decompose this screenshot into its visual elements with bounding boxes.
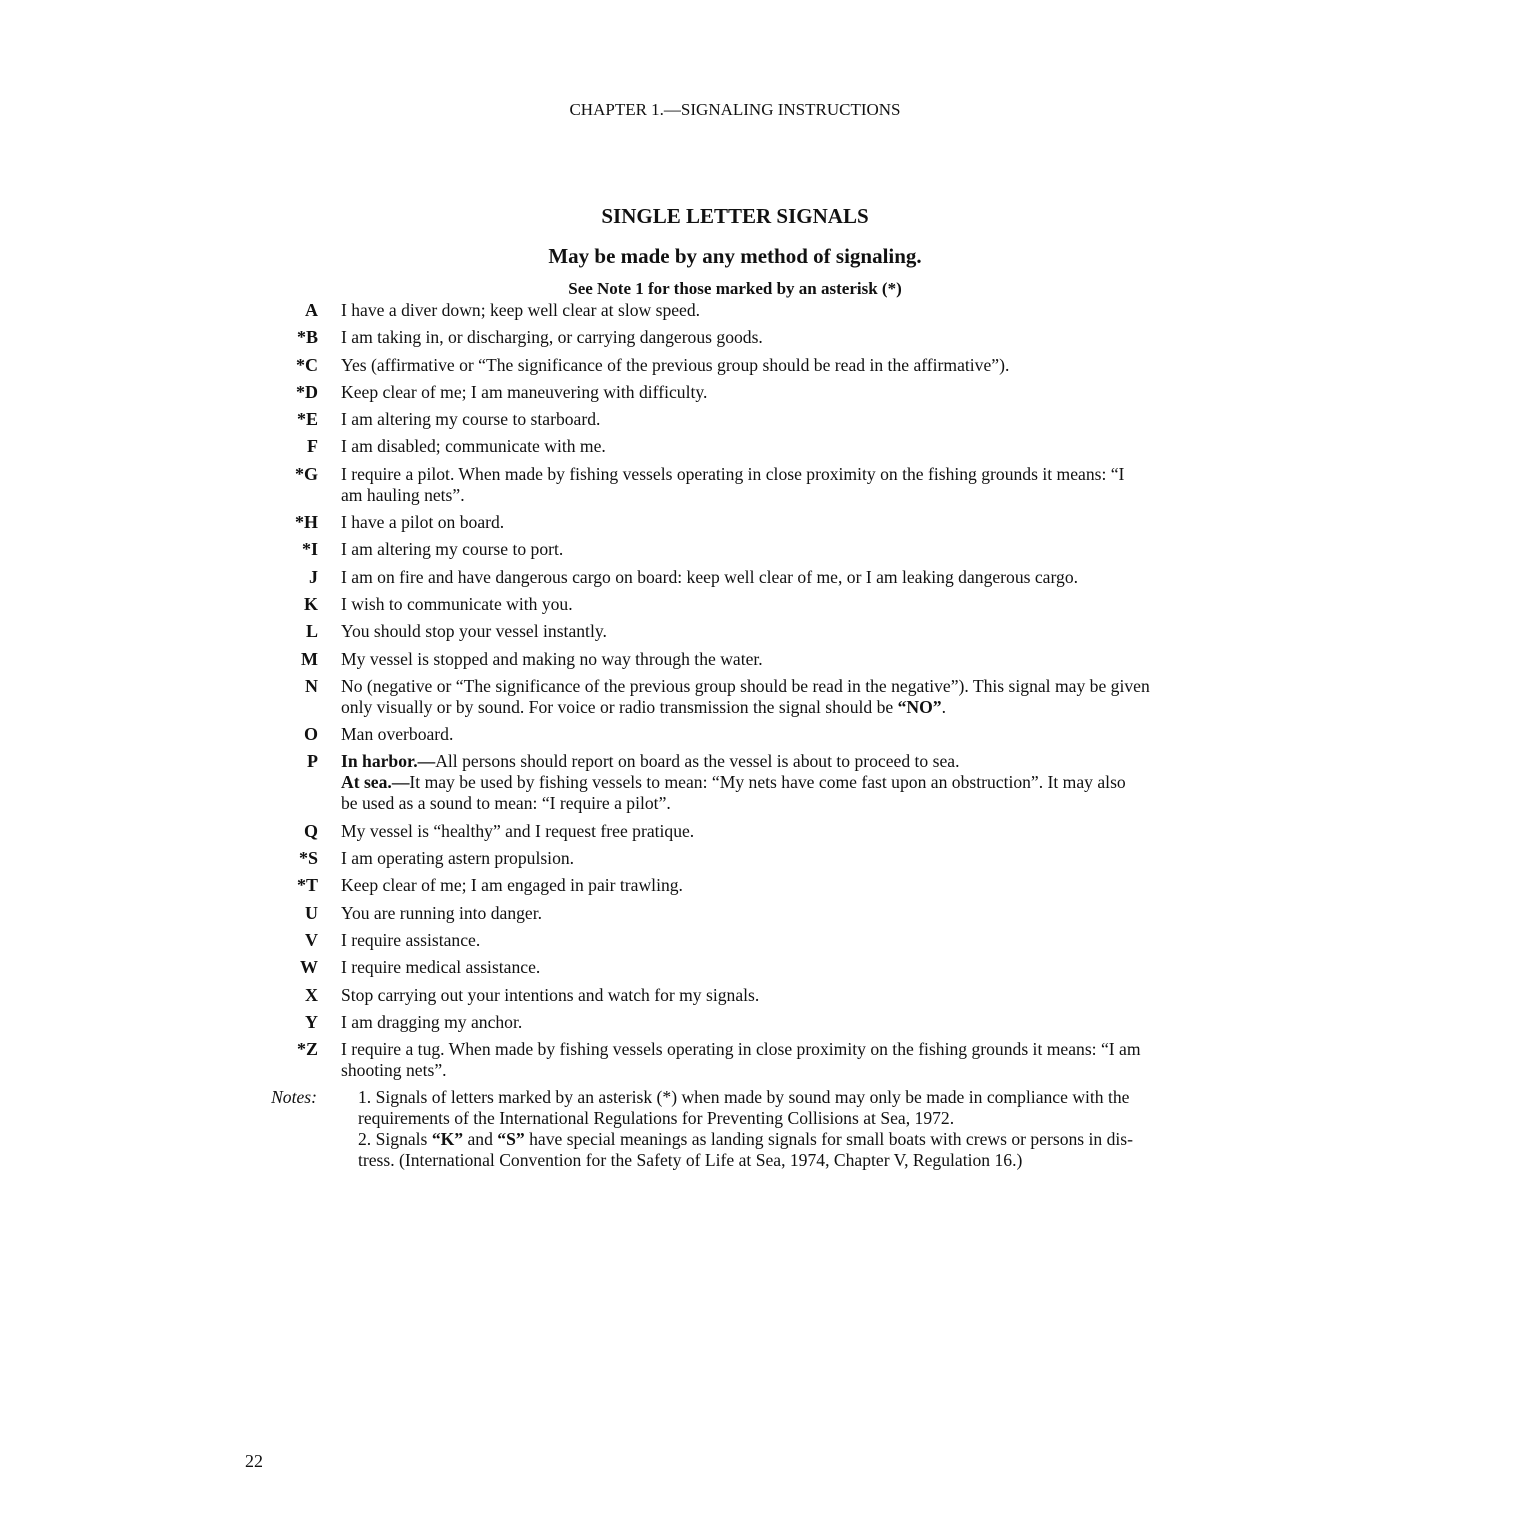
text-line	[341, 1060, 1540, 1081]
signal-meaning	[341, 355, 1540, 376]
text-segment: I wish to communicate with you.	[341, 593, 573, 614]
signal-letter: N	[305, 675, 318, 696]
text-line	[341, 772, 1540, 793]
text-segment: Man overboard.	[341, 724, 454, 745]
text-segment: It may be used by fishing vessels to mean: “My nets have come fast upon an obstruction”. It may also	[409, 772, 1126, 793]
signal-meaning	[341, 957, 1540, 978]
text-line	[341, 300, 1540, 321]
signal-letter: M	[301, 648, 318, 669]
signal-entry	[0, 621, 1540, 642]
text-segment: Keep clear of me; I am maneuvering with difficulty.	[341, 381, 708, 402]
text-segment: I am operating astern propulsion.	[341, 848, 575, 869]
signal-entry	[0, 594, 1540, 615]
signal-entry	[0, 1039, 1540, 1081]
signal-entry	[0, 355, 1540, 376]
signal-letter: *S	[298, 848, 318, 869]
signal-letter: P	[307, 751, 318, 772]
signal-entry	[0, 464, 1540, 506]
signal-letter: V	[305, 929, 318, 950]
signal-meaning	[341, 327, 1540, 348]
text-segment: tress. (International Convention for the Safety of Life at Sea, 1974, Chapter V, Regulation 16.)	[358, 1150, 1023, 1171]
text-line	[341, 355, 1540, 376]
signal-meaning	[341, 875, 1540, 896]
text-segment: am hauling nets”.	[341, 484, 465, 505]
signal-entry	[0, 903, 1540, 924]
text-line	[341, 957, 1540, 978]
text-line	[341, 848, 1540, 869]
bold-text: In harbor.—	[341, 751, 436, 772]
signal-letter: A	[305, 300, 318, 320]
text-segment: I require assistance.	[341, 929, 481, 950]
signal-entry	[0, 649, 1540, 670]
signal-meaning	[341, 821, 1540, 842]
signal-letter: *C	[296, 354, 318, 375]
text-segment: I am dragging my anchor.	[341, 1011, 523, 1032]
signal-letter: *B	[296, 327, 318, 348]
signal-entry	[0, 382, 1540, 403]
text-line	[341, 985, 1540, 1006]
text-segment: Yes (affirmative or “The significance of the previous group should be read in the affirmative”).	[341, 354, 1010, 375]
text-line	[341, 724, 1540, 745]
signal-letter: *T	[296, 875, 318, 896]
text-segment: No (negative or “The significance of the previous group should be read in the negative”). This signal may be given	[341, 675, 1150, 696]
text-segment: I require a pilot. When made by fishing vessels operating in close proximity on the fishing grounds it means: “I	[341, 463, 1125, 484]
text-segment: shooting nets”.	[341, 1060, 447, 1081]
signal-letter: *D	[296, 381, 318, 402]
text-segment: and	[463, 1129, 498, 1150]
signal-entry	[0, 409, 1540, 430]
signal-letter: Q	[303, 820, 318, 841]
signal-list	[0, 300, 1540, 1171]
signal-letter: *G	[294, 463, 318, 484]
text-segment: .	[941, 696, 946, 717]
signal-meaning	[341, 436, 1540, 457]
text-segment: I require a tug. When made by fishing vessels operating in close proximity on the fishing grounds it means: “I am	[341, 1039, 1141, 1060]
text-line	[341, 382, 1540, 403]
text-segment: 2. Signals	[358, 1129, 432, 1150]
signal-letter: W	[300, 957, 318, 978]
text-segment: You should stop your vessel instantly.	[341, 621, 607, 642]
signal-meaning	[341, 382, 1540, 403]
text-line	[341, 621, 1540, 642]
text-segment: I have a pilot on board.	[341, 512, 505, 533]
text-line	[341, 903, 1540, 924]
text-segment: only visually or by sound. For voice or radio transmission the signal should be	[341, 696, 898, 717]
signal-letter: Y	[305, 1011, 318, 1032]
text-segment: Stop carrying out your intentions and watch for my signals.	[341, 984, 760, 1005]
signal-letter: *H	[294, 512, 318, 533]
signal-meaning	[341, 1039, 1540, 1081]
signal-letter: J	[309, 566, 318, 587]
text-line	[341, 930, 1540, 951]
signal-meaning	[341, 464, 1540, 506]
bold-text: “S”	[497, 1129, 525, 1150]
text-line	[341, 676, 1540, 697]
signal-letter: X	[305, 984, 318, 1005]
signal-meaning	[341, 848, 1540, 869]
text-segment: All persons should report on board as the vessel is about to proceed to sea.	[435, 751, 960, 772]
text-line	[341, 697, 1540, 718]
signal-entry	[0, 724, 1540, 745]
text-segment: I am disabled; communicate with me.	[341, 436, 606, 457]
signal-entry	[0, 512, 1540, 533]
text-segment: 1. Signals of letters marked by an asterisk (*) when made by sound may only be made in compliance with the	[358, 1087, 1130, 1108]
page-subtitle: May be made by any method of signaling.	[548, 244, 922, 268]
signal-meaning	[341, 567, 1540, 588]
signal-meaning	[341, 621, 1540, 642]
text-line	[341, 409, 1540, 430]
signal-letter: O	[303, 724, 318, 745]
signal-meaning	[341, 985, 1540, 1006]
page-number: 22	[245, 1451, 263, 1471]
text-line	[341, 539, 1540, 560]
text-segment: Keep clear of me; I am engaged in pair trawling.	[341, 875, 683, 896]
text-line	[358, 1150, 1540, 1171]
text-line	[341, 436, 1540, 457]
signal-meaning	[341, 1012, 1540, 1033]
text-line	[358, 1129, 1540, 1150]
signal-entry	[0, 875, 1540, 896]
signal-letter: *I	[301, 539, 318, 560]
signal-meaning	[341, 903, 1540, 924]
signal-letter: F	[307, 436, 318, 457]
text-segment: I am altering my course to port.	[341, 539, 564, 560]
signal-letter: *Z	[296, 1039, 318, 1060]
bold-text: At sea.—	[341, 772, 410, 793]
signal-meaning	[341, 539, 1540, 560]
signal-meaning	[341, 300, 1540, 321]
text-line	[341, 485, 1540, 506]
bold-text: “K”	[431, 1129, 464, 1150]
signal-letter: *E	[296, 409, 318, 430]
signal-meaning	[341, 724, 1540, 745]
signal-entry	[0, 930, 1540, 951]
signal-entry	[0, 1012, 1540, 1033]
text-line	[341, 821, 1540, 842]
text-line	[341, 512, 1540, 533]
signal-meaning	[341, 594, 1540, 615]
text-line	[358, 1108, 1540, 1129]
text-segment: I require medical assistance.	[341, 957, 541, 978]
signal-entry	[0, 821, 1540, 842]
signal-entry	[0, 300, 1540, 321]
text-segment: My vessel is stopped and making no way through the water.	[341, 648, 763, 669]
signal-entry	[0, 436, 1540, 457]
text-line	[341, 567, 1540, 588]
notes-section	[0, 1087, 1540, 1171]
chapter-header: CHAPTER 1.—SIGNALING INSTRUCTIONS	[569, 100, 901, 119]
signal-entry	[0, 327, 1540, 348]
signal-letter: L	[305, 621, 318, 642]
bold-text: “NO”	[897, 696, 942, 717]
text-segment: I am altering my course to starboard.	[341, 409, 601, 430]
text-line	[341, 1012, 1540, 1033]
signal-entry	[0, 567, 1540, 588]
signal-entry	[0, 848, 1540, 869]
text-line	[341, 464, 1540, 485]
text-segment: I am on fire and have dangerous cargo on board: keep well clear of me, or I am leaking dangerous cargo.	[341, 566, 1079, 587]
signal-meaning	[341, 751, 1540, 814]
text-line	[341, 327, 1540, 348]
text-segment: be used as a sound to mean: “I require a pilot”.	[341, 793, 671, 814]
signal-letter: U	[305, 902, 318, 923]
text-segment: My vessel is “healthy” and I request free pratique.	[341, 820, 695, 841]
signal-meaning	[341, 649, 1540, 670]
text-line	[341, 594, 1540, 615]
text-segment: I have a diver down; keep well clear at slow speed.	[341, 300, 701, 320]
signal-letter: K	[303, 593, 318, 614]
page-title: SINGLE LETTER SIGNALS	[601, 204, 869, 228]
text-segment: I am taking in, or discharging, or carrying dangerous goods.	[341, 327, 763, 348]
text-line	[341, 1039, 1540, 1060]
text-line	[341, 793, 1540, 814]
text-segment: You are running into danger.	[341, 902, 543, 923]
signal-entry	[0, 957, 1540, 978]
text-line	[341, 751, 1540, 772]
signal-meaning	[341, 409, 1540, 430]
notes-label: Notes:	[271, 1087, 317, 1108]
text-line	[341, 875, 1540, 896]
notes-text	[358, 1087, 1540, 1171]
signal-meaning	[341, 930, 1540, 951]
signal-entry	[0, 751, 1540, 814]
text-line	[341, 649, 1540, 670]
text-segment: have special meanings as landing signals for small boats with crews or persons in dis-	[524, 1129, 1134, 1150]
text-segment: requirements of the International Regulations for Preventing Collisions at Sea, 1972.	[358, 1108, 955, 1129]
signal-entry	[0, 985, 1540, 1006]
signal-meaning	[341, 676, 1540, 718]
signal-entry	[0, 676, 1540, 718]
text-line	[358, 1087, 1540, 1108]
signal-entry	[0, 539, 1540, 560]
asterisk-note: See Note 1 for those marked by an asterisk (*)	[568, 279, 902, 298]
signal-meaning	[341, 512, 1540, 533]
